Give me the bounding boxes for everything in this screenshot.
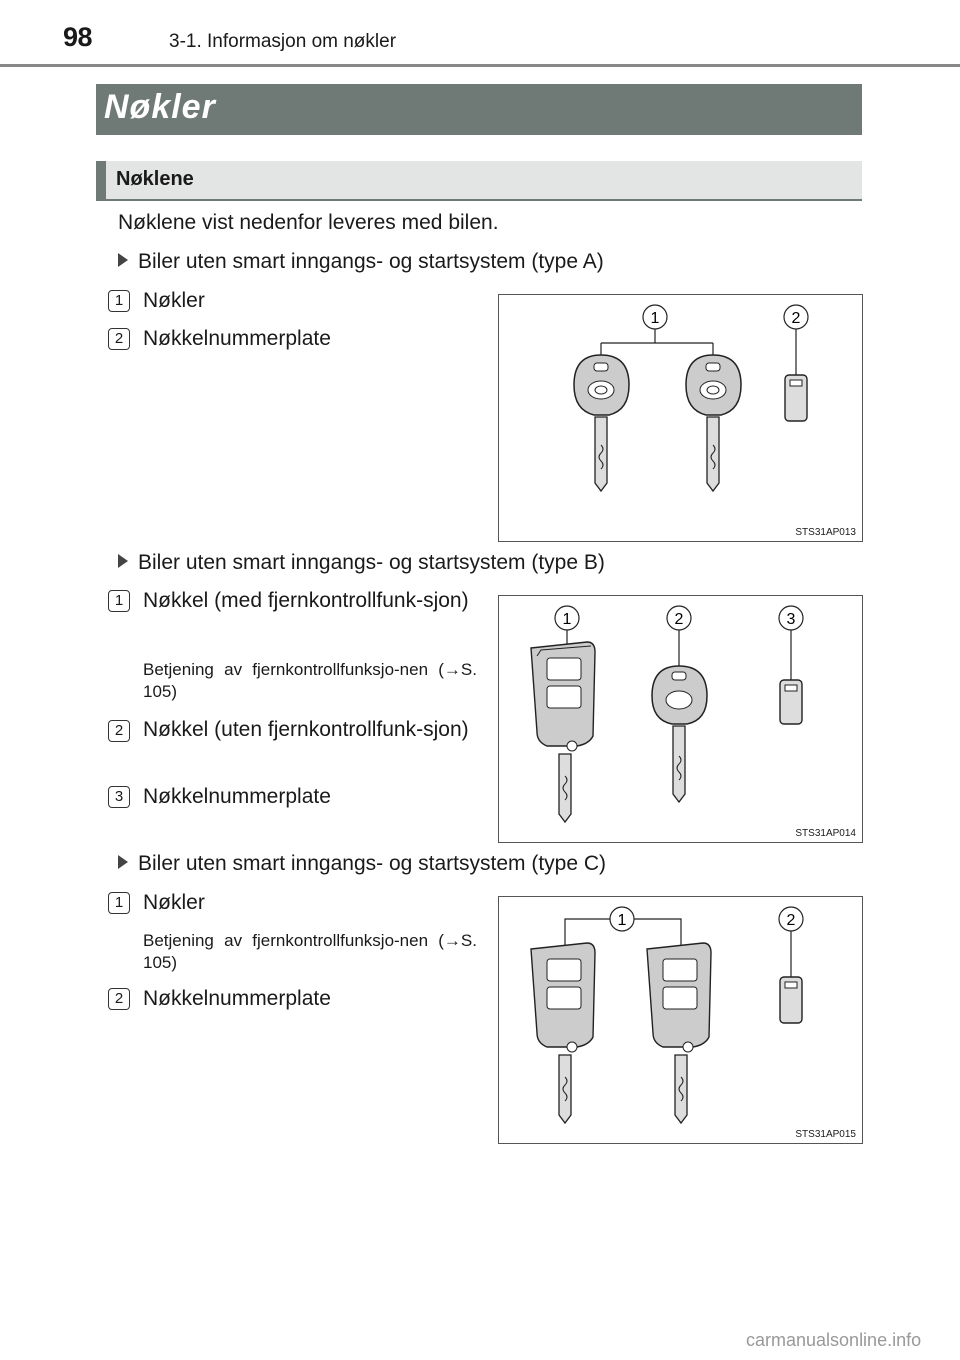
arrow-bullet-icon — [118, 554, 128, 568]
subtitle-bar — [96, 161, 862, 201]
group-a-heading: Biler uten smart inngangs- og startsystem (type A) — [118, 250, 604, 274]
keys-illustration — [499, 897, 862, 1143]
item-label: Nøkkel (med fjernkontrollfunk-sjon) — [143, 589, 469, 612]
callout-2: 2 — [674, 611, 684, 628]
callout-1: 1 — [562, 611, 572, 628]
remote-key-icon — [531, 642, 595, 822]
arrow-bullet-icon — [118, 855, 128, 869]
figure-code: STS31AP014 — [795, 828, 856, 839]
item-label: Nøkkelnummerplate — [143, 987, 331, 1010]
keys-illustration — [499, 596, 862, 842]
figure-code: STS31AP015 — [795, 1129, 856, 1140]
page-number: 98 — [63, 22, 93, 52]
number-plate-icon — [780, 680, 802, 724]
callout-1: 1 — [617, 912, 627, 929]
key-icon — [574, 355, 629, 491]
figure-code: STS31AP013 — [795, 527, 856, 538]
callout-3: 3 — [786, 611, 796, 628]
number-plate-icon — [780, 977, 802, 1023]
figure-type-b — [498, 595, 863, 843]
keys-illustration — [499, 295, 862, 541]
callout-2: 2 — [791, 310, 801, 327]
group-c-heading: Biler uten smart inngangs- og startsystem (type C) — [118, 852, 606, 876]
callout-1: 1 — [650, 310, 660, 327]
figure-type-a — [498, 294, 863, 542]
number-plate-icon — [785, 375, 807, 421]
item-note: Betjening av fjernkontrollfunksjo-nen (→S. 105) — [143, 660, 477, 701]
item-number: 1 — [108, 590, 130, 612]
item-label: Nøkkel (uten fjernkontrollfunk-sjon) — [143, 718, 469, 741]
item-number: 2 — [108, 328, 130, 350]
subtitle: Nøklene — [116, 168, 194, 190]
item-number: 3 — [108, 786, 130, 808]
item-label: Nøkkelnummerplate — [143, 327, 331, 350]
header-divider — [0, 64, 960, 67]
remote-key-icon — [531, 943, 595, 1123]
intro-text: Nøklene vist nedenfor leveres med bilen. — [118, 211, 499, 234]
item-note: Betjening av fjernkontrollfunksjo-nen (→S. 105) — [143, 931, 477, 972]
item-number: 1 — [108, 290, 130, 312]
section-title: 3-1. Informasjon om nøkler — [169, 31, 397, 52]
remote-key-icon — [647, 943, 711, 1123]
callout-2: 2 — [786, 912, 796, 929]
item-number: 2 — [108, 988, 130, 1010]
figure-type-c — [498, 896, 863, 1144]
arrow-bullet-icon — [118, 253, 128, 267]
item-label: Nøkkelnummerplate — [143, 785, 331, 808]
subtitle-accent — [96, 161, 106, 201]
item-label: Nøkler — [143, 289, 205, 312]
watermark: carmanualsonline.info — [746, 1330, 922, 1350]
key-icon — [686, 355, 741, 491]
group-b-heading: Biler uten smart inngangs- og startsystem (type B) — [118, 551, 605, 575]
item-number: 2 — [108, 720, 130, 742]
page-title: Nøkler — [104, 88, 216, 126]
key-icon — [652, 666, 707, 802]
item-label: Nøkler — [143, 891, 205, 914]
item-number: 1 — [108, 892, 130, 914]
